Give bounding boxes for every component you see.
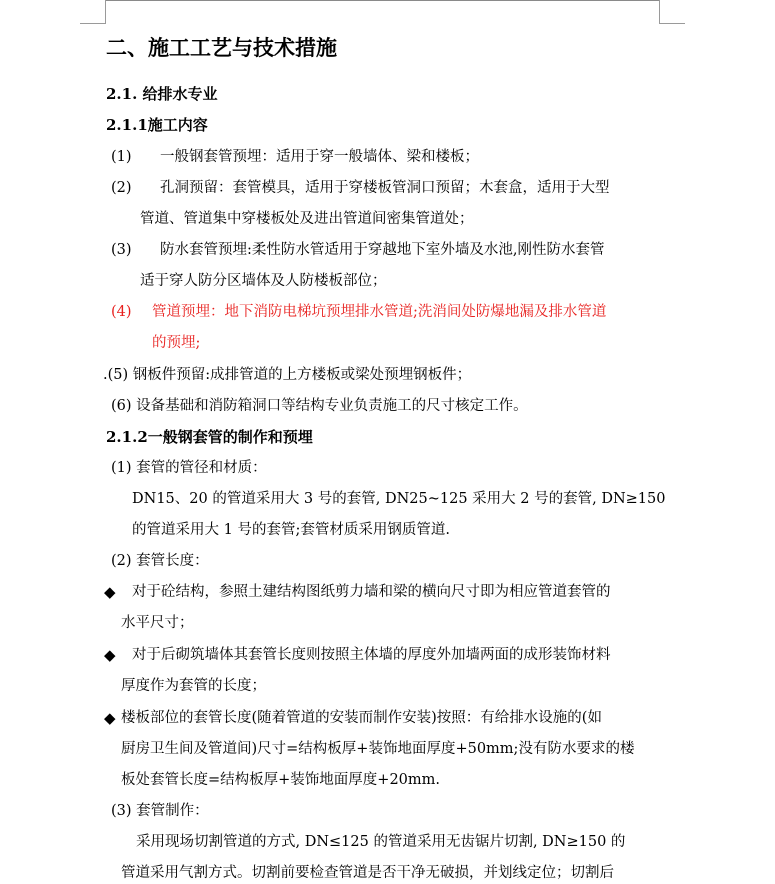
subsection-2-title: (2) 套管长度： <box>111 553 209 569</box>
item-4-text-line-1: 管道预埋：地下消防电梯坑预埋排水管道;洗消间处防爆地漏及排水管道 <box>152 304 607 320</box>
bullet-3-line-1: 楼板部位的套管长度(随着管道的安装而制作安装)按照：有给排水设施的(如 <box>121 710 602 726</box>
crop-mark-left-v <box>105 0 106 24</box>
item-2-text-line-1: 孔洞预留：套管模具，适用于穿楼板管洞口预留；木套盒，适用于大型 <box>160 180 610 196</box>
item-1-number: (1) <box>111 149 132 165</box>
item-4-number: (4) <box>111 304 132 320</box>
bullet-1-line-1: 对于砼结构，参照土建结构图纸剪力墙和梁的横向尺寸即为相应管道套管的 <box>132 584 611 600</box>
heading-2-1-1: 2.1.1施工内容 <box>106 116 208 134</box>
subsection-1-line-2: 的管道采用大 1 号的套管;套管材质采用钢质管道. <box>132 522 450 538</box>
diamond-bullet-icon: ◆ <box>104 646 116 664</box>
bullet-3-line-2: 厨房卫生间及管道间)尺寸=结构板厚+装饰地面厚度+50mm;没有防水要求的楼 <box>121 741 635 757</box>
bullet-2-line-2: 厚度作为套管的长度； <box>121 678 266 694</box>
page-top-edge <box>105 0 660 1</box>
heading-2-1: 2.1. 给排水专业 <box>106 85 218 103</box>
diamond-bullet-icon: ◆ <box>104 583 116 601</box>
subsection-1-line-1: DN15、20 的管道采用大 3 号的套管, DN25~125 采用大 2 号的套管, DN≥150 <box>132 491 666 507</box>
item-1-text: 一般钢套管预埋：适用于穿一般墙体、梁和楼板； <box>160 149 479 165</box>
subsection-3-line-2: 管道采用气割方式。切割前要检查管道是否干净无破损，并划线定位；切割后 <box>121 865 614 881</box>
item-2-number: (2) <box>111 180 132 196</box>
subsection-3-title: (3) 套管制作： <box>111 803 209 819</box>
crop-mark-right-h <box>659 23 685 24</box>
item-5: .(5) 钢板件预留:成排管道的上方楼板或梁处预埋钢板件； <box>103 367 472 383</box>
subsection-3-line-1: 采用现场切割管道的方式, DN≤125 的管道采用无齿锯片切割, DN≥150 的 <box>136 834 626 850</box>
section-title: 二、施工工艺与技术措施 <box>106 36 337 60</box>
item-2-text-line-2: 管道、管道集中穿楼板处及进出管道间密集管道处； <box>140 211 474 227</box>
diamond-bullet-icon: ◆ <box>104 709 116 727</box>
item-6: (6) 设备基础和消防箱洞口等结构专业负责施工的尺寸核定工作。 <box>111 398 528 414</box>
bullet-1-line-2: 水平尺寸； <box>121 615 194 631</box>
crop-mark-right-v <box>659 0 660 24</box>
item-3-text-line-1: 防水套管预埋:柔性防水管适用于穿越地下室外墙及水池,刚性防水套管 <box>160 242 605 258</box>
subsection-1-title: (1) 套管的管径和材质： <box>111 460 267 476</box>
heading-2-1-2: 2.1.2一般钢套管的制作和预埋 <box>106 428 313 446</box>
item-3-text-line-2: 适于穿人防分区墙体及人防楼板部位； <box>140 273 387 289</box>
item-3-number: (3) <box>111 242 132 258</box>
item-4-text-line-2: 的预埋; <box>152 335 201 351</box>
crop-mark-left-h <box>80 23 106 24</box>
bullet-2-line-1: 对于后砌筑墙体其套管长度则按照主体墙的厚度外加墙两面的成形装饰材料 <box>132 647 611 663</box>
bullet-3-line-3: 板处套管长度=结构板厚+装饰地面厚度+20mm. <box>121 772 441 788</box>
